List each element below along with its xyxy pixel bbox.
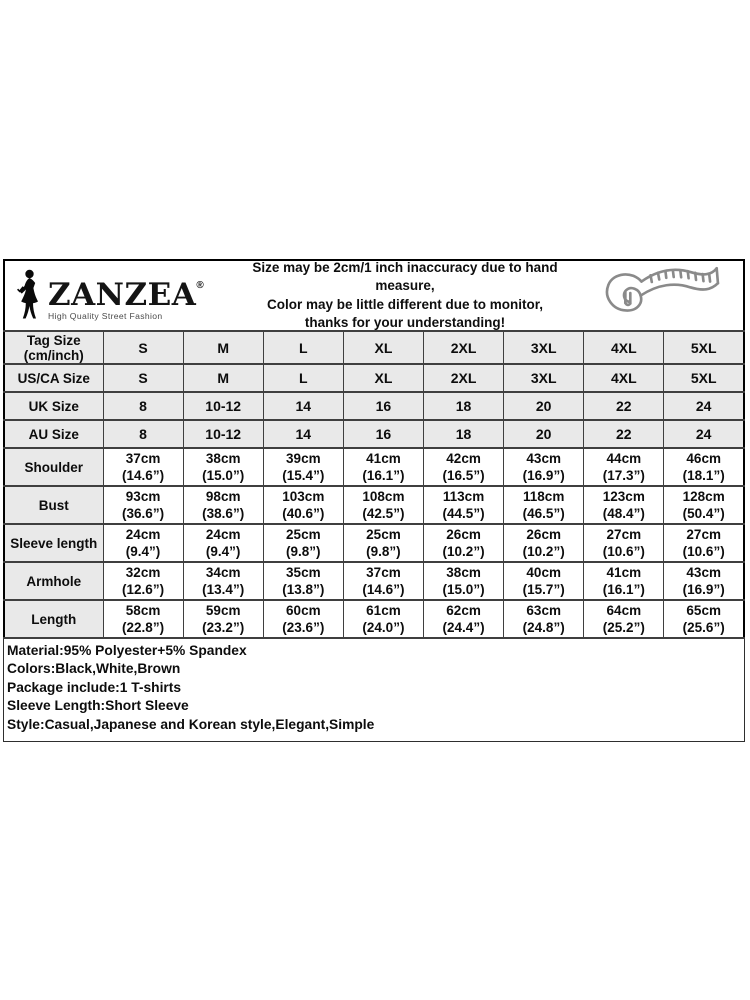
size-cell: 2XL xyxy=(424,331,504,364)
inch-value: (9.8”) xyxy=(286,544,321,559)
row-label: Length xyxy=(31,611,77,627)
measure-cell xyxy=(343,562,423,600)
inch-value: (16.5”) xyxy=(442,468,485,483)
table-row-us-ca-size xyxy=(4,364,744,392)
measure-cell xyxy=(664,524,744,562)
detail-sleeve-length: Sleeve Length:Short Sleeve xyxy=(7,698,189,714)
inch-value: (23.2”) xyxy=(202,620,245,635)
measure-cell xyxy=(263,486,343,524)
measure-cell xyxy=(424,524,504,562)
measure-cell xyxy=(103,562,183,600)
size-cell: 18 xyxy=(424,392,504,420)
inch-value: (18.1”) xyxy=(682,468,725,483)
measure-cell xyxy=(183,524,263,562)
inch-value: (15.7”) xyxy=(522,582,565,597)
registered-mark: ® xyxy=(196,280,204,291)
cm-value: 62cm xyxy=(446,602,481,618)
size-chart-sheet xyxy=(3,259,745,742)
cm-value: 41cm xyxy=(366,450,401,466)
cm-value: 26cm xyxy=(446,526,481,542)
size-cell: 16 xyxy=(343,392,423,420)
row-label: AU Size xyxy=(28,426,79,442)
measure-cell xyxy=(424,448,504,486)
cm-value: 43cm xyxy=(526,450,561,466)
row-label-cell xyxy=(4,331,103,364)
size-cell: 22 xyxy=(584,420,664,448)
detail-package: Package include:1 T-shirts xyxy=(7,679,182,695)
row-label: Shoulder xyxy=(24,459,83,475)
measure-cell xyxy=(263,600,343,638)
size-cell: 3XL xyxy=(504,364,584,392)
brand-name: ZANZEA xyxy=(48,277,197,313)
measure-cell xyxy=(103,524,183,562)
measure-cell xyxy=(584,486,664,524)
measure-cell xyxy=(584,448,664,486)
size-cell: 10-12 xyxy=(183,392,263,420)
inch-value: (23.6”) xyxy=(282,620,325,635)
cm-value: 123cm xyxy=(602,488,645,504)
cm-value: 38cm xyxy=(446,564,481,580)
size-table xyxy=(3,330,745,639)
row-label-cell xyxy=(4,364,103,392)
measure-cell xyxy=(424,562,504,600)
measuring-tape-icon xyxy=(579,265,743,327)
cm-value: 27cm xyxy=(686,526,721,542)
cm-value: 61cm xyxy=(366,602,401,618)
row-label: US/CA Size xyxy=(17,370,90,386)
cm-value: 42cm xyxy=(446,450,481,466)
inch-value: (9.8”) xyxy=(366,544,401,559)
inch-value: (16.9”) xyxy=(682,582,725,597)
inch-value: (10.2”) xyxy=(522,544,565,559)
row-label-cell xyxy=(4,420,103,448)
size-cell: M xyxy=(183,364,263,392)
cm-value: 64cm xyxy=(606,602,642,618)
table-row-bust xyxy=(4,486,744,524)
measure-cell xyxy=(183,600,263,638)
inch-value: (10.6”) xyxy=(602,544,645,559)
measure-cell xyxy=(103,486,183,524)
cm-value: 118cm xyxy=(523,488,565,504)
disclaimer-line-1: Size may be 2cm/1 inch inaccuracy due to hand measure, xyxy=(252,259,558,293)
brand-name-line xyxy=(48,277,204,313)
table-row-length xyxy=(4,600,744,638)
measure-cell xyxy=(664,486,744,524)
measure-cell xyxy=(504,524,584,562)
row-label-cell xyxy=(4,392,103,420)
cm-value: 34cm xyxy=(205,564,241,580)
inch-value: (48.4”) xyxy=(602,506,645,521)
inch-value: (40.6”) xyxy=(282,506,325,521)
row-label-cell xyxy=(4,448,103,486)
measure-cell xyxy=(343,600,423,638)
size-cell: L xyxy=(263,364,343,392)
measure-cell xyxy=(584,562,664,600)
measure-cell xyxy=(103,448,183,486)
measure-cell xyxy=(183,562,263,600)
row-label-sub: (cm/inch) xyxy=(23,347,84,363)
row-label-cell xyxy=(4,562,103,600)
cm-value: 40cm xyxy=(526,564,561,580)
size-cell: 18 xyxy=(424,420,504,448)
cm-value: 63cm xyxy=(526,602,561,618)
inch-value: (15.4”) xyxy=(282,468,325,483)
measure-cell xyxy=(664,562,744,600)
size-cell: 8 xyxy=(103,392,183,420)
measure-cell xyxy=(584,524,664,562)
size-cell: 2XL xyxy=(424,364,504,392)
cm-value: 43cm xyxy=(686,564,721,580)
inch-value: (15.0”) xyxy=(442,582,485,597)
disclaimer xyxy=(235,259,579,333)
inch-value: (12.6”) xyxy=(122,582,165,597)
cm-value: 25cm xyxy=(286,526,321,542)
cm-value: 26cm xyxy=(526,526,561,542)
cm-value: 128cm xyxy=(682,488,725,504)
size-cell: 24 xyxy=(664,420,744,448)
cm-value: 35cm xyxy=(286,564,321,580)
cm-value: 113cm xyxy=(442,488,485,504)
detail-colors: Colors:Black,White,Brown xyxy=(7,661,181,677)
cm-value: 98cm xyxy=(205,488,241,504)
measure-cell xyxy=(504,448,584,486)
table-row-shoulder xyxy=(4,448,744,486)
cm-value: 44cm xyxy=(606,450,642,466)
size-cell: M xyxy=(183,331,263,364)
inch-value: (13.8”) xyxy=(282,582,325,597)
size-cell: 5XL xyxy=(664,331,744,364)
cm-value: 60cm xyxy=(286,602,321,618)
measure-cell xyxy=(183,486,263,524)
measure-cell xyxy=(343,524,423,562)
size-cell: 22 xyxy=(584,392,664,420)
disclaimer-line-3: thanks for your understanding! xyxy=(304,315,506,330)
cm-value: 24cm xyxy=(125,526,161,542)
measure-cell xyxy=(343,448,423,486)
inch-value: (36.6”) xyxy=(122,506,165,521)
size-cell: 4XL xyxy=(584,331,664,364)
inch-value: (25.6”) xyxy=(682,620,725,635)
cm-value: 27cm xyxy=(606,526,642,542)
row-label: Bust xyxy=(38,497,69,513)
measure-cell xyxy=(424,600,504,638)
size-cell: 14 xyxy=(263,392,343,420)
inch-value: (10.2”) xyxy=(442,544,485,559)
table-row-armhole xyxy=(4,562,744,600)
inch-value: (16.1”) xyxy=(362,468,405,483)
inch-value: (42.5”) xyxy=(362,506,405,521)
cm-value: 24cm xyxy=(205,526,241,542)
row-label: Tag Size xyxy=(26,332,81,348)
cm-value: 58cm xyxy=(125,602,161,618)
row-label: Armhole xyxy=(26,573,82,589)
cm-value: 37cm xyxy=(366,564,401,580)
disclaimer-line-2: Color may be little different due to monitor, xyxy=(266,296,544,312)
inch-value: (44.5”) xyxy=(442,506,485,521)
inch-value: (17.3”) xyxy=(602,468,645,483)
table-row-tag-size xyxy=(4,331,744,364)
inch-value: (50.4”) xyxy=(682,506,725,521)
inch-value: (24.4”) xyxy=(442,620,485,635)
detail-style: Style:Casual,Japanese and Korean style,Elegant,Simple xyxy=(7,716,375,732)
size-cell: 16 xyxy=(343,420,423,448)
size-cell: 8 xyxy=(103,420,183,448)
size-cell: 4XL xyxy=(584,364,664,392)
inch-value: (9.4”) xyxy=(205,544,241,559)
table-row-au-size xyxy=(4,420,744,448)
inch-value: (16.9”) xyxy=(522,468,565,483)
table-row-sleeve-length xyxy=(4,524,744,562)
row-label-cell xyxy=(4,486,103,524)
detail-material: Material:95% Polyester+5% Spandex xyxy=(7,643,247,658)
measure-cell xyxy=(263,448,343,486)
row-label-cell xyxy=(4,524,103,562)
size-cell: L xyxy=(263,331,343,364)
inch-value: (24.0”) xyxy=(362,620,405,635)
size-cell: 24 xyxy=(664,392,744,420)
brand-header xyxy=(3,259,745,330)
row-label: Sleeve length xyxy=(10,535,98,551)
cm-value: 41cm xyxy=(606,564,642,580)
cm-value: 108cm xyxy=(362,488,405,504)
table-row-uk-size xyxy=(4,392,744,420)
inch-value: (14.6”) xyxy=(122,468,165,483)
size-cell: S xyxy=(103,364,183,392)
cm-value: 65cm xyxy=(686,602,721,618)
size-cell: 10-12 xyxy=(183,420,263,448)
size-cell: 20 xyxy=(504,392,584,420)
inch-value: (22.8”) xyxy=(122,620,165,635)
brand-logo xyxy=(5,265,235,326)
measure-cell xyxy=(504,562,584,600)
measure-cell xyxy=(263,524,343,562)
inch-value: (15.0”) xyxy=(202,468,245,483)
inch-value: (13.4”) xyxy=(202,582,245,597)
inch-value: (25.2”) xyxy=(602,620,645,635)
size-cell: XL xyxy=(343,364,423,392)
brand-tagline: High Quality Street Fashion xyxy=(48,311,163,321)
cm-value: 46cm xyxy=(686,450,721,466)
size-cell: S xyxy=(103,331,183,364)
inch-value: (10.6”) xyxy=(682,544,725,559)
measure-cell xyxy=(263,562,343,600)
cm-value: 39cm xyxy=(286,450,321,466)
measure-cell xyxy=(664,600,744,638)
brand-text xyxy=(48,277,204,321)
measure-cell xyxy=(504,486,584,524)
product-details xyxy=(3,639,745,742)
cm-value: 103cm xyxy=(282,488,325,504)
measure-cell xyxy=(504,600,584,638)
inch-value: (38.6”) xyxy=(202,506,245,521)
measure-cell xyxy=(343,486,423,524)
size-cell: 20 xyxy=(504,420,584,448)
inch-value: (9.4”) xyxy=(125,544,161,559)
inch-value: (16.1”) xyxy=(602,582,645,597)
size-cell: XL xyxy=(343,331,423,364)
measure-cell xyxy=(183,448,263,486)
cm-value: 59cm xyxy=(205,602,241,618)
cm-value: 25cm xyxy=(366,526,401,542)
cm-value: 32cm xyxy=(125,564,161,580)
inch-value: (24.8”) xyxy=(522,620,565,635)
size-cell: 5XL xyxy=(664,364,744,392)
cm-value: 37cm xyxy=(125,450,161,466)
row-label-cell xyxy=(4,600,103,638)
measure-cell xyxy=(584,600,664,638)
inch-value: (46.5”) xyxy=(522,506,565,521)
cm-value: 93cm xyxy=(125,488,161,504)
woman-silhouette-icon xyxy=(15,269,45,321)
inch-value: (14.6”) xyxy=(362,582,405,597)
row-label: UK Size xyxy=(28,398,79,414)
measure-cell xyxy=(424,486,504,524)
measure-cell xyxy=(103,600,183,638)
size-cell: 3XL xyxy=(504,331,584,364)
measure-cell xyxy=(664,448,744,486)
cm-value: 38cm xyxy=(205,450,241,466)
size-cell: 14 xyxy=(263,420,343,448)
